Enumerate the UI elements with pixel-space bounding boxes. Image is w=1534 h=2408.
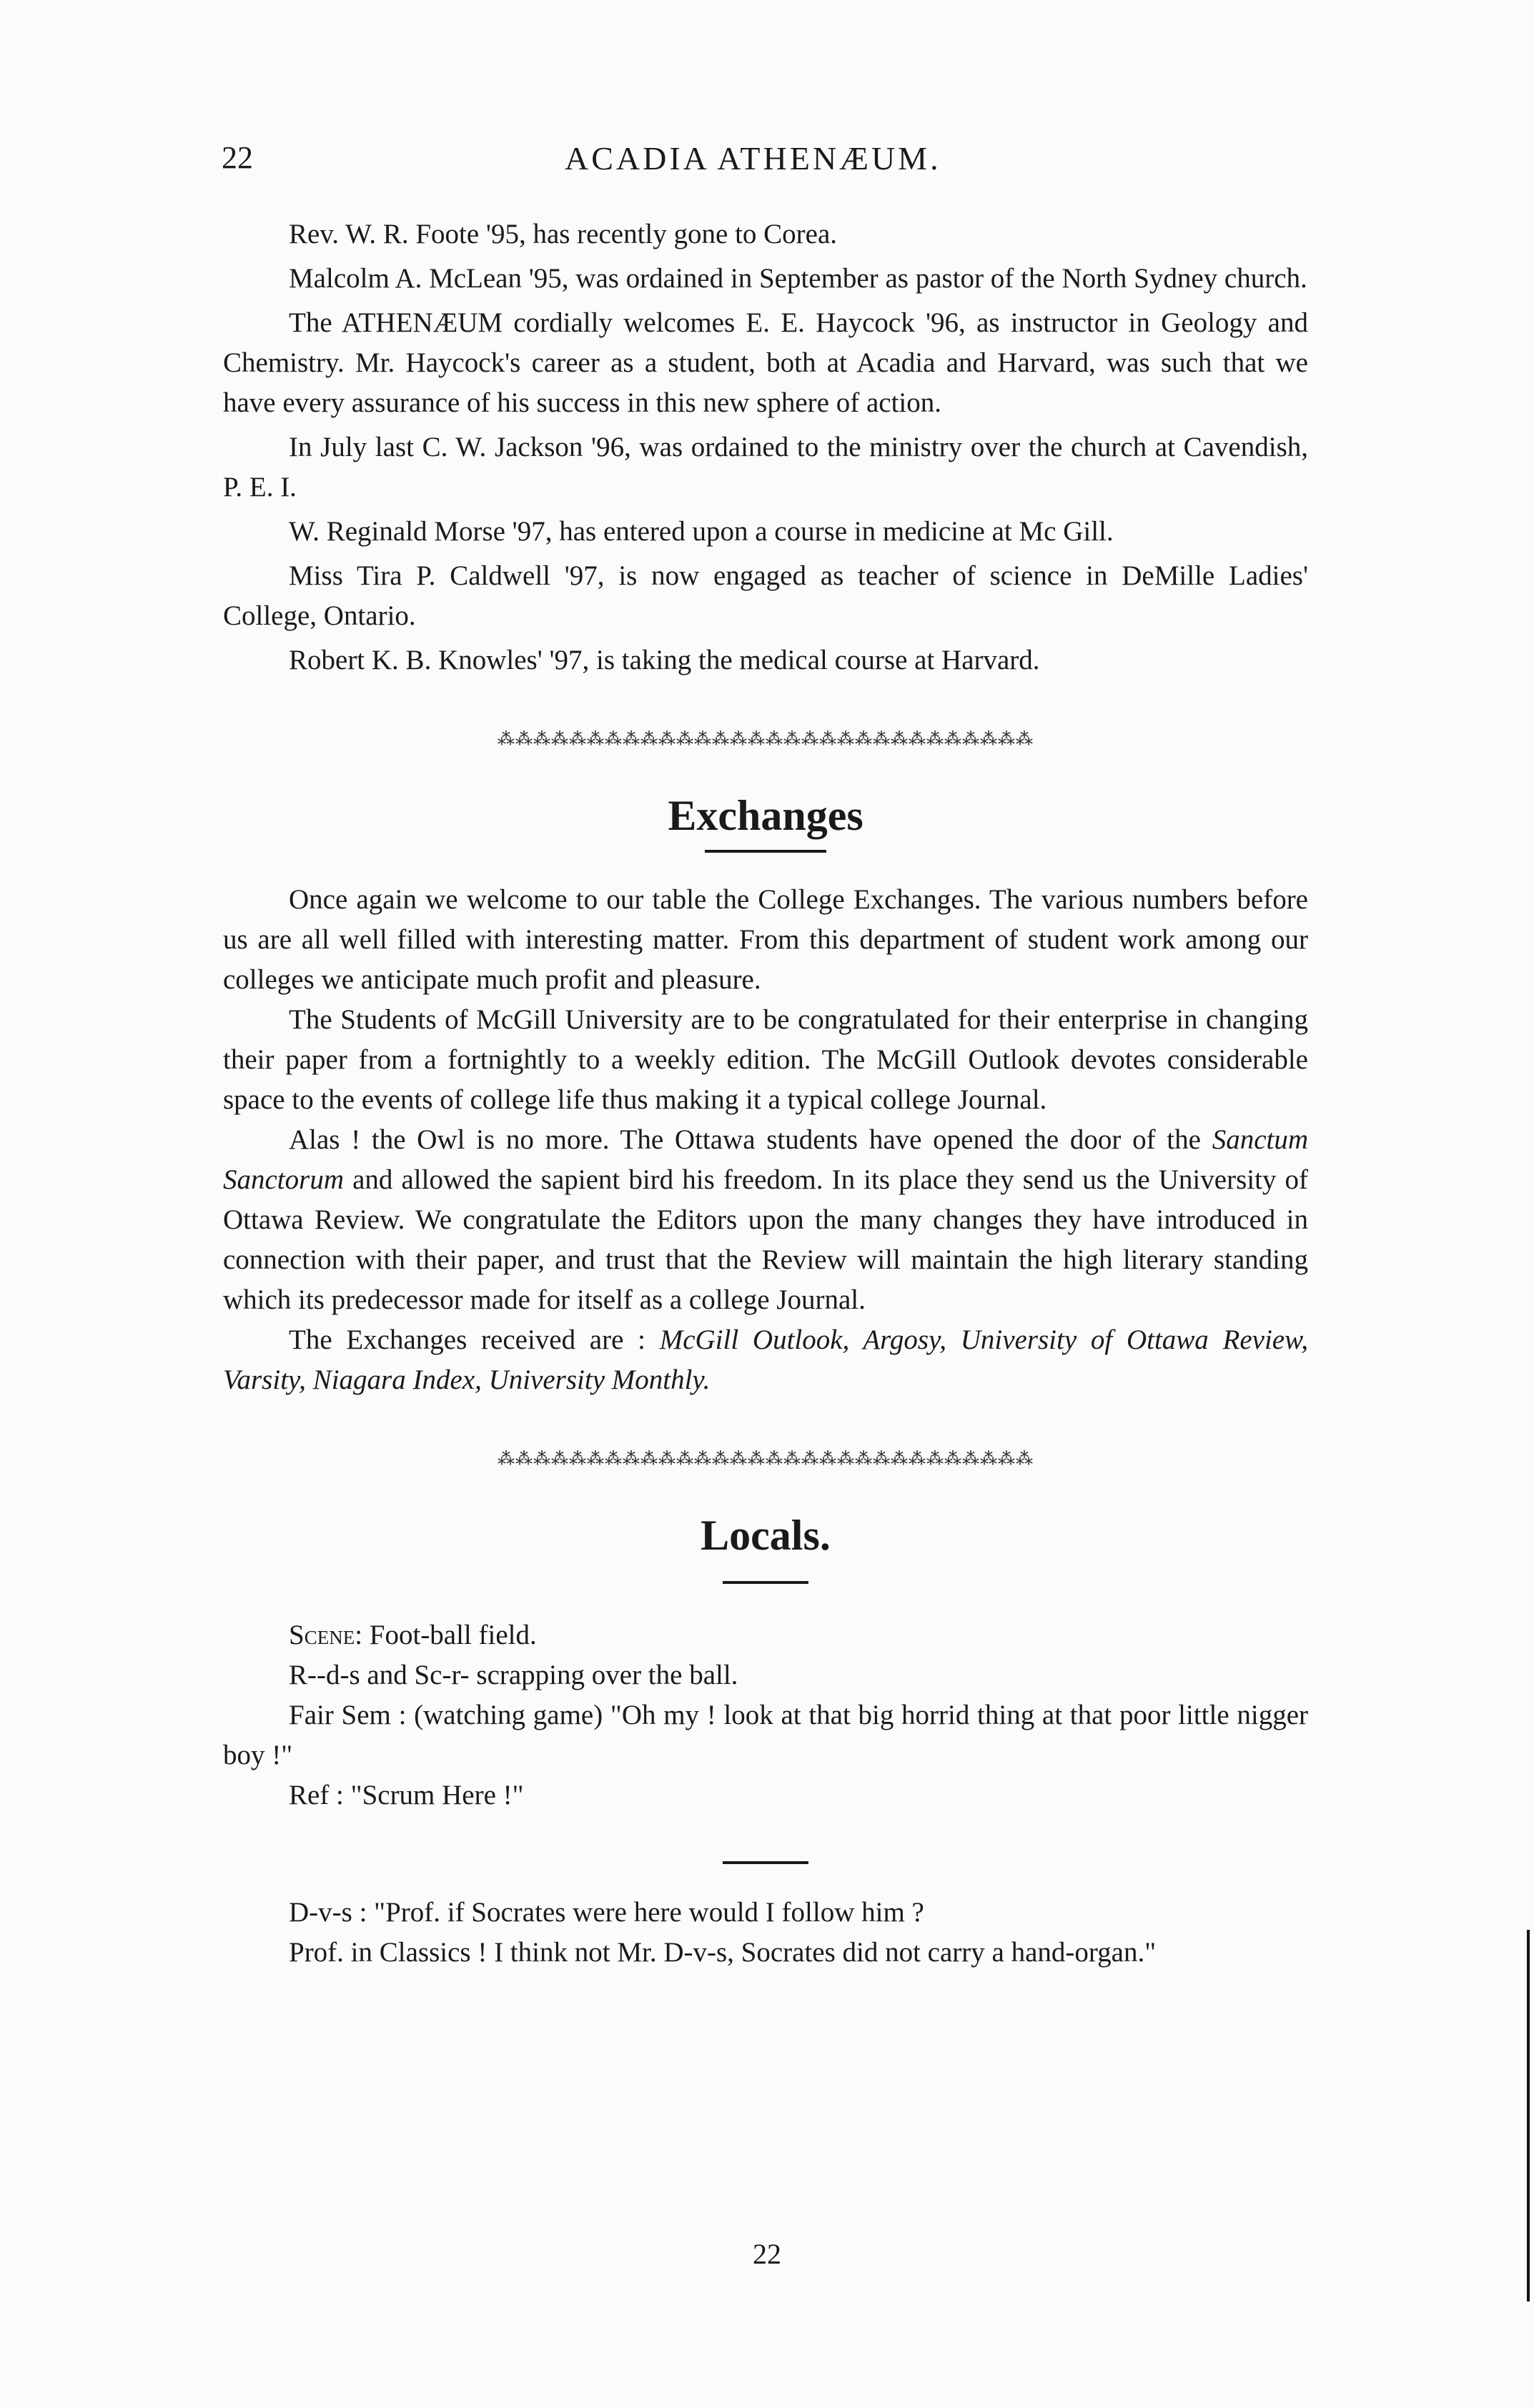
locals-heading: Locals. <box>701 1512 831 1559</box>
personal-item: Rev. W. R. Foote '95, has recently gone to Corea. <box>289 219 838 249</box>
exchanges-paragraph: The Students of McGill University are to be congratulated for their enterprise in changing their paper from a fortnightly to a weekly edition. The McGill Outlook devotes considerable space to the events of college life thus making it a typical college Journal. <box>223 1004 1308 1115</box>
personal-item: Malcolm A. McLean '95, was ordained in September as pastor of the North Sydney church. <box>289 263 1307 294</box>
text-run: : Foot-ball field. <box>355 1620 537 1650</box>
exchanges-heading: Exchanges <box>668 792 864 839</box>
locals-section <box>223 1510 1308 1973</box>
personal-item: Miss Tira P. Caldwell '97, is now engaged as teacher of science in DeMille Ladies' College, Ontario. <box>223 560 1308 631</box>
running-header <box>222 139 1308 189</box>
scan-edge-mark <box>1527 1930 1530 2302</box>
header-page-number: 22 <box>222 140 253 175</box>
exchanges-paragraph <box>223 1120 1308 1320</box>
personal-item: Robert K. B. Knowles' '97, is taking the medical course at Harvard. <box>289 645 1040 675</box>
locals-line: Ref : "Scrum Here !" <box>289 1780 524 1810</box>
page-body <box>223 214 1308 1973</box>
exchanges-section <box>223 790 1308 1400</box>
exchange-titles: McGill Outlook, Argosy, University of Ottawa Review, Varsity, Niagara Index, University Monthly. <box>223 1324 1308 1395</box>
ornamental-divider: ⁂⁂⁂⁂⁂⁂⁂⁂⁂⁂⁂⁂⁂⁂⁂⁂⁂⁂⁂⁂⁂⁂⁂⁂⁂⁂⁂⁂⁂⁂ <box>498 730 1034 749</box>
journal-title: ACADIA ATHENÆUM. <box>565 140 941 177</box>
italic-title: Sanctum Sanctorum <box>223 1124 1308 1195</box>
heading-rule <box>705 850 826 853</box>
text-run: Alas ! the Owl is no more. The Ottawa students have opened the door of the <box>289 1124 1212 1155</box>
scene-label: Scene <box>289 1620 355 1650</box>
personals-section <box>223 214 1308 680</box>
personal-item: The ATHENÆUM cordially welcomes E. E. Haycock '96, as instructor in Geology and Chemistry. Mr. Haycock's career as a student, both at Acadia and Harvard, was such that we have every assurance of his success in this new sphere of action. <box>223 307 1308 418</box>
text-run: The Exchanges received are : <box>289 1324 660 1355</box>
personal-item: W. Reginald Morse '97, has entered upon a course in medicine at Mc Gill. <box>289 516 1114 547</box>
footer-page-number: 22 <box>753 2238 781 2270</box>
exchanges-paragraph <box>223 1320 1308 1400</box>
personal-item: In July last C. W. Jackson '96, was ordained to the ministry over the church at Cavendish, P. E. I. <box>223 432 1308 502</box>
locals-line: Fair Sem : (watching game) "Oh my ! look at that big horrid thing at that poor little nigger boy !" <box>223 1700 1308 1770</box>
text-run: and allowed the sapient bird his freedom. In its place they send us the University of Ottawa Review. We congratulate the Editors upon the many changes they have introduced in connection with their paper, and trust that the Review will maintain the high literary standing which its predecessor made for itself as a college Journal. <box>223 1164 1308 1315</box>
locals-line: R--d-s and Sc-r- scrapping over the ball. <box>289 1660 738 1690</box>
locals-line <box>223 1615 1308 1655</box>
locals-line: D-v-s : "Prof. if Socrates were here would I follow him ? <box>289 1897 924 1928</box>
ornamental-divider: ⁂⁂⁂⁂⁂⁂⁂⁂⁂⁂⁂⁂⁂⁂⁂⁂⁂⁂⁂⁂⁂⁂⁂⁂⁂⁂⁂⁂⁂⁂ <box>498 1450 1034 1469</box>
locals-line: Prof. in Classics ! I think not Mr. D-v-s, Socrates did not carry a hand-organ." <box>289 1937 1157 1968</box>
section-rule <box>723 1861 808 1864</box>
exchanges-paragraph: Once again we welcome to our table the College Exchanges. The various numbers before us are all well filled with interesting matter. From this department of student work among our colleges we anticipate much profit and pleasure. <box>223 884 1308 995</box>
heading-rule <box>723 1581 808 1584</box>
